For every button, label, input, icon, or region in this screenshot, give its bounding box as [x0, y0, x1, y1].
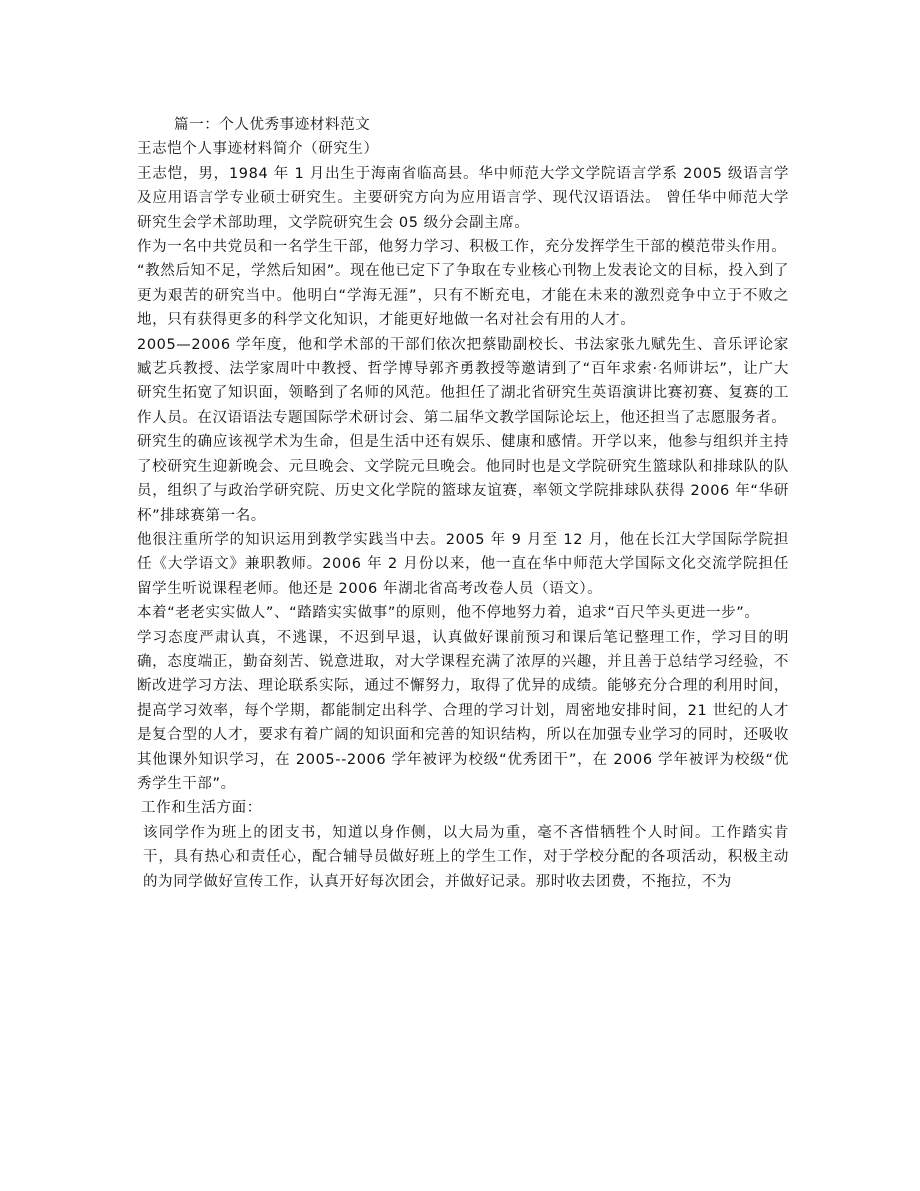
paragraph-subtitle: 王志恺个人事迹材料简介（研究生）: [137, 141, 379, 158]
paragraph-work: 该同学作为班上的团支书，知道以身作侧，以大局为重，毫不吝惜牺牲个人时间。工作踏实肯干，具有热心和责任心，配合辅导员做好班上的学生工作，对于学校分配的各项活动，积极主动的为同学做好宣传工作，认真开好每次团会，并做好记录。那时收去团费，不拖拉，不为: [143, 824, 789, 890]
paragraph-life: 研究生的确应该视学术为生命，但是生活中还有娱乐、健康和感情。开学以来，他参与组织并主持了校研究生迎新晚会、元旦晚会、文学院元旦晚会。他同时也是文学院研究生篮球队和排球队的队员，组织了与政治学研究院、历史文化学院的篮球友谊赛，率领文学院排球队获得 2006 年“华研杯”排球赛第一名。: [137, 434, 789, 524]
document-body: [137, 113, 789, 894]
paragraph-principle: 本着“老老实实做人”、“踏踏实实做事”的原则，他不停地努力着，追求“百尺竿头更进一步”。: [137, 605, 760, 622]
paragraph-research: “教然后知不足，学然后知困”。现在他已定下了争取在专业核心刊物上发表论文的目标，投入到了更为艰苦的研究当中。他明白“学海无涯”，只有不断充电，才能在未来的激烈竞争中立于不败之地，只有获得更多的科学文化知识，才能更好地做一名对社会有用的人才。: [137, 263, 789, 329]
paragraph-teaching: 他很注重所学的知识运用到教学实践当中去。2005 年 9 月至 12 月，他在长江大学国际学院担任《大学语文》兼职教师。2006 年 2 月份以来，他一直在华中师范大学国际文化交流学院担任留学生听说课程老师。他还是 2006 年湖北省高考改卷人员（语文）。: [137, 531, 789, 597]
section-heading-work-life: 工作和生活方面：: [141, 800, 262, 817]
paragraph-bio: 王志恺，男，1984 年 1 月出生于海南省临高县。华中师范大学文学院语言学系 2005 级语言学及应用语言学专业硕士研究生。主要研究方向为应用语言学、现代汉语语法。 曾任华中师范大学研究生会学术部助理，文学院研究生会 05 级分会副主席。: [137, 165, 789, 231]
paragraph-study-attitude: 学习态度严肃认真，不逃课，不迟到早退，认真做好课前预习和课后笔记整理工作，学习目的明确，态度端正，勤奋刻苦、锐意进取，对大学课程充满了浓厚的兴趣，并且善于总结学习经验，不断改进学习方法、理论联系实际，通过不懈努力，取得了优异的成绩。能够充分合理的利用时间，提高学习效率，每个学期，都能制定出科学、合理的学习计划，周密地安排时间，21 世纪的人才是复合型的人才，要求有着广阔的知识面和完善的知识结构，所以在加强专业学习的同时，还吸收其他课外知识学习，在 2005--2006 学年被评为校级“优秀团干”，在 2006 学年被评为校级“优秀学生干部”。: [137, 629, 789, 792]
paragraph-party-member: 作为一名中共党员和一名学生干部，他努力学习、积极工作，充分发挥学生干部的模范带头作用。: [137, 239, 787, 256]
document-title: 篇一：个人优秀事迹材料范文: [174, 117, 371, 133]
paragraph-lectures: 2005—2006 学年度，他和学术部的干部们依次把蔡勖副校长、书法家张九赋先生、音乐评论家臧艺兵教授、法学家周叶中教授、哲学博导郭齐勇教授等邀请到了“百年求索·名师讲坛”，让广大研究生拓宽了知识面，领略到了名师的风范。他担任了湖北省研究生英语演讲比赛初赛、复赛的工作人员。在汉语语法专题国际学术研讨会、第二届华文教学国际论坛上，他还担当了志愿服务者。: [137, 336, 789, 426]
